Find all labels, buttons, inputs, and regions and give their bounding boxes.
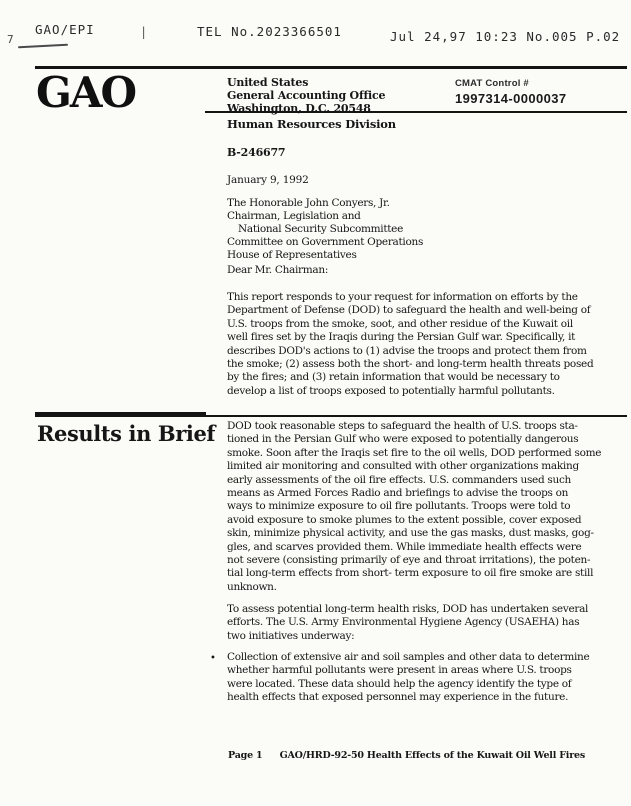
- text-line: the smoke; (2) assess both the short- and long-term health threats posed: [227, 358, 594, 371]
- gao-logo: GAO: [36, 68, 136, 117]
- text-line: describes DOD's actions to (1) advise the troops and protect them from: [227, 344, 587, 357]
- agency-line-country: United States: [227, 76, 309, 89]
- text-line: The Honorable John Conyers, Jr.: [227, 197, 390, 209]
- text-line: smoke. Soon after the Iraqis set fire to the oil wells, DOD performed some: [227, 446, 602, 459]
- text-line: ways to minimize exposure to oil fire pollutants. Troops were told to: [227, 500, 571, 513]
- text-line: two initiatives underway:: [227, 629, 355, 642]
- section-rule-thick: [35, 412, 206, 417]
- bullet-text: [227, 651, 589, 705]
- text-line: skin, minimize physical activity, and use the gas masks, dust masks, gog-: [227, 527, 594, 540]
- text-line: National Security Subcommittee: [238, 223, 403, 235]
- text-line: House of Representatives: [227, 249, 357, 261]
- text-line: Committee on Government Operations: [227, 236, 424, 248]
- bullet-icon: •: [210, 653, 216, 664]
- text-line: tial long-term effects from short- term exposure to oil fire smoke are still: [227, 567, 594, 580]
- report-title-footer: GAO/HRD-92-50 Health Effects of the Kuwait Oil Well Fires: [279, 750, 585, 761]
- text-line: efforts. The U.S. Army Environmental Hygiene Agency (USAEHA) has: [227, 616, 580, 629]
- reference-number: B-246677: [227, 146, 286, 159]
- text-line: U.S. troops from the smoke, soot, and other residue of the Kuwait oil: [227, 317, 573, 330]
- results-paragraph-2: [227, 603, 588, 643]
- text-line: DOD took reasonable steps to safeguard the health of U.S. troops sta-: [227, 420, 578, 432]
- text-line: unknown.: [227, 580, 277, 593]
- bullet-item: [210, 651, 589, 705]
- text-line: This report responds to your request for information on efforts by the: [227, 291, 578, 303]
- text-line: by the fires; and (3) retain information that would be necessary to: [227, 371, 560, 384]
- agency-address-block: [227, 76, 385, 115]
- text-line: To assess potential long-term health risks, DOD has undertaken several: [227, 603, 589, 615]
- text-line: Collection of extensive air and soil samples and other data to determine: [227, 651, 590, 663]
- fax-timestamp: Jul 24,97 10:23 No.005 P.02: [390, 29, 621, 44]
- letter-date: January 9, 1992: [227, 174, 309, 186]
- section-heading: Results in Brief: [37, 421, 216, 446]
- text-line: gles, and scarves provided them. While immediate health effects were: [227, 540, 582, 553]
- text-line: tioned in the Persian Gulf who were exposed to potentially dangerous: [227, 433, 579, 446]
- salutation: Dear Mr. Chairman:: [227, 264, 329, 276]
- text-line: Chairman, Legislation and: [227, 210, 361, 222]
- division-name: Human Resources Division: [227, 117, 396, 131]
- scan-artifact-underline: [18, 44, 68, 49]
- results-paragraph-1: [227, 420, 601, 594]
- agency-line-name: General Accounting Office: [227, 89, 386, 102]
- cmat-control-label: CMAT Control #: [455, 78, 529, 89]
- cmat-control-block: [455, 78, 567, 106]
- scan-artifact: 7: [7, 33, 15, 46]
- agency-line-city: Washington, D.C. 20548: [227, 102, 371, 115]
- text-line: were located. These data should help the agency identify the type of: [227, 677, 572, 690]
- text-line: early assessments of the oil fire effects. U.S. commanders used such: [227, 473, 572, 486]
- text-line: limited air monitoring and consulted with other organizations making: [227, 460, 579, 473]
- text-line: avoid exposure to smoke plumes to the extent possible, cover exposed: [227, 513, 582, 526]
- scan-artifact-tick: |: [140, 25, 149, 39]
- text-line: means as Armed Forces Radio and briefings to advise the troops on: [227, 487, 569, 500]
- fax-sender-id: GAO/EPI: [35, 22, 95, 37]
- text-line: develop a list of troops exposed to potentially harmful pollutants.: [227, 384, 555, 397]
- page-number: Page 1: [228, 750, 263, 761]
- text-line: not severe (consisting primarily of eye and throat irritations), the poten-: [227, 554, 591, 567]
- text-line: well fires set by the Iraqis during the Persian Gulf war. Specifically, it: [227, 331, 576, 344]
- text-line: whether harmful pollutants were present in areas where U.S. troops: [227, 664, 572, 677]
- text-line: Department of Defense (DOD) to safeguard the health and well-being of: [227, 304, 591, 317]
- intro-paragraph: [227, 291, 593, 398]
- fax-tel-number: TEL No.2023366501: [197, 24, 342, 39]
- recipient-address: [227, 197, 423, 262]
- cmat-control-number: 1997314-0000037: [455, 91, 567, 106]
- text-line: health effects that exposed personnel may experience in the future.: [227, 691, 569, 704]
